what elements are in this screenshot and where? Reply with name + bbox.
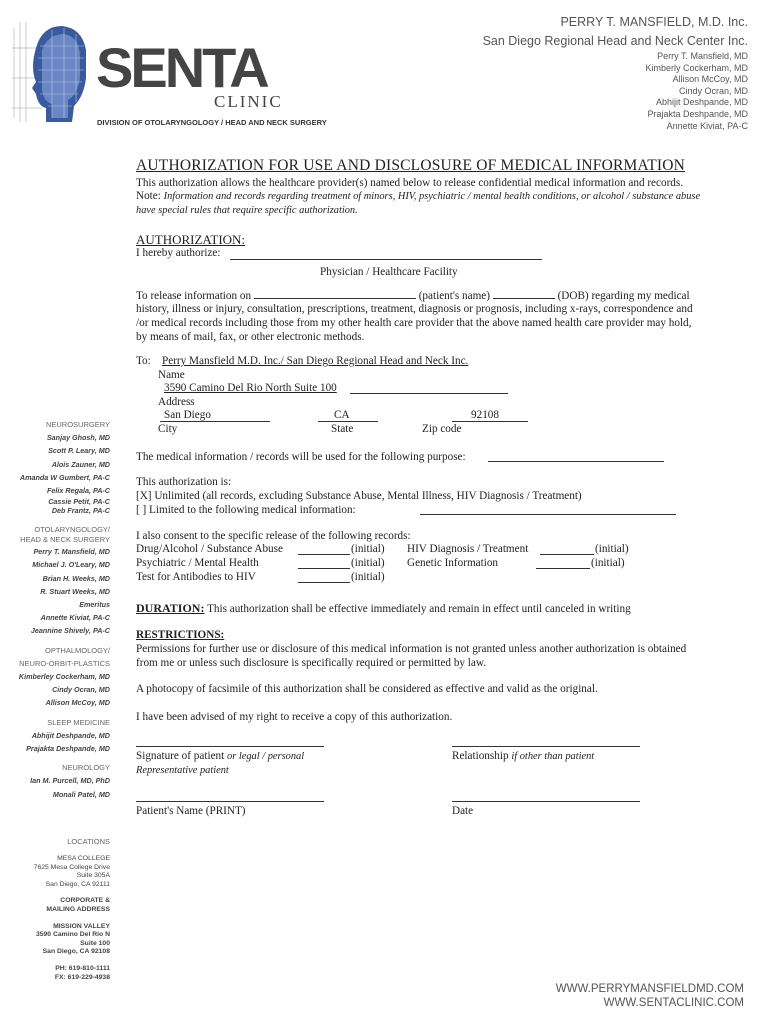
location-line: 3590 Camino Del Rio N [35,931,110,939]
provider-name: Kimberly Cockerham, MD [645,62,748,73]
zip-value[interactable]: 92108 [471,409,499,421]
location-line: San Diego, CA 92111 [45,880,110,888]
location-line: San Diego, CA 92108 [42,948,110,956]
staff-name: Annette Kiviat, PA-C [40,613,110,623]
fax-number: FX: 619-229-4938 [54,973,110,981]
duration-heading: DURATION: [136,601,205,615]
authorize-field[interactable] [230,259,542,260]
release-text: /or medical records including those from my other health care provider that the above named health care provider may hold, [136,317,692,329]
provider-name: Annette Kiviat, PA-C [666,120,748,131]
location-line: Suite 100 [80,939,110,947]
staff-name: Emeritus [79,600,110,610]
address-value[interactable]: 3590 Camino Del Rio North Suite 100 [164,382,337,394]
provider-name: Prajakta Deshpande, MD [647,108,748,119]
staff-name: Alois Zauner, MD [51,459,110,469]
provider-name: Cindy Ocran, MD [678,85,748,96]
record-hiv-label: HIV Diagnosis / Treatment [407,543,529,555]
staff-name: Kimberley Cockerham, MD [18,672,110,682]
recipient-name[interactable]: Perry Mansfield M.D. Inc./ San Diego Regional Head and Neck Inc. [162,355,469,367]
staff-name: Scott P. Leary, MD [48,446,110,456]
print-name-label: Patient's Name (PRINT) [136,805,246,817]
limited-info-field[interactable] [420,514,676,515]
dept-heading: SLEEP MEDICINE [47,717,110,727]
staff-name: Prajakta Deshpande, MD [26,744,110,754]
authorize-label: I hereby authorize: [136,247,221,259]
note-text: Information and records regarding treatment of minors, HIV, psychiatric / mental health conditions, or alcohol / substance abuse [163,191,701,202]
signature-label-cont: Representative patient [136,765,229,776]
staff-name: Sanjay Ghosh, MD [46,433,110,443]
provider-name: Abhijit Deshpande, MD [655,97,748,108]
signature-label: Signature of patient [136,750,225,762]
staff-name: Abhijit Deshpande, MD [31,730,110,740]
photocopy-text: A photocopy of facsimile of this authorization shall be considered as effective and valid as the original. [136,683,598,695]
initial-label: (initial) [351,557,385,569]
intro-text: This authorization allows the healthcare provider(s) named below to release confidential medical information and records. [136,177,684,189]
initial-field[interactable] [298,568,350,569]
record-psych-label: Psychiatric / Mental Health [136,557,259,569]
website-link[interactable]: WWW.PERRYMANSFIELDMD.COM [555,983,744,995]
dept-heading: NEURO-ORBIT-PLASTICS [19,658,110,668]
signature-field[interactable] [136,746,324,747]
dept-heading: HEAD & NECK SURGERY [20,535,110,545]
footer-links [556,982,744,1010]
patient-name-field[interactable] [254,289,416,299]
initial-label: (initial) [591,557,625,569]
date-field[interactable] [452,801,640,802]
authorization-type-label: This authorization is: [136,476,232,488]
staff-name: Brian H. Weeks, MD [42,573,110,583]
phone-number: PH: 619-810-1111 [55,964,110,972]
staff-name: Ian M. Purcell, MD, PhD [30,776,110,786]
state-value[interactable]: CA [334,409,350,421]
practice-header [483,13,748,132]
relationship-field[interactable] [452,746,640,747]
staff-name: Amanda W Gumbert, PA-C [19,472,110,482]
note-label: Note: [136,190,161,202]
release-text: by means of mail, fax, or other electronic methods. [136,331,365,343]
to-label: To: [136,355,151,367]
initial-field[interactable] [536,568,590,569]
division-label: DIVISION OF OTOLARYNGOLOGY / HEAD AND NECK SURGERY [97,118,327,127]
provider-name: Perry T. Mansfield, MD [657,51,748,61]
staff-name: Cassie Petit, PA-C [48,497,110,507]
staff-name: Allison McCoy, MD [45,698,110,708]
brand-subtitle: CLINIC [214,92,283,111]
location-line: Suite 305A [76,872,110,880]
initial-label: (initial) [351,571,385,583]
practice-name: PERRY T. MANSFIELD, M.D. Inc. [560,15,748,29]
brand-name: SENTA [96,36,267,99]
dept-heading: OPTHALMOLOGY/ [44,645,110,655]
city-value[interactable]: San Diego [164,409,211,421]
dept-heading: OTOLARYNGOLOGY/ [34,525,110,535]
date-label: Date [452,805,474,817]
relationship-label-italic: if other than patient [511,751,595,762]
consent-text: I also consent to the specific release of the following records: [136,530,411,542]
initial-label: (initial) [351,543,385,555]
zip-label: Zip code [422,423,462,435]
print-name-field[interactable] [136,801,324,802]
name-label: Name [158,369,185,381]
record-drug-label: Drug/Alcohol / Substance Abuse [136,543,283,555]
website-link[interactable]: WWW.SENTACLINIC.COM [603,997,744,1009]
restrictions-text: Permissions for further use or disclosure of this medical information is not granted unless another authorization is obtained [136,643,687,655]
staff-name: Cindy Ocran, MD [52,685,110,695]
staff-name: Michael J. O'Leary, MD [32,560,110,570]
duration-text: This authorization shall be effective immediately and remain in effect until canceled in writing [207,603,631,615]
locations-heading: LOCATIONS [67,837,110,846]
staff-name: Deb Frantz, PA-C [51,506,110,516]
logo-head-graphic [12,18,90,126]
purpose-field[interactable] [488,461,664,462]
note-text-cont: have special rules that require specific authorization. [136,205,358,216]
staff-name: Felix Regala, PA-C [47,486,110,496]
location-line: MISSION VALLEY [53,922,110,930]
purpose-label: The medical information / records will be used for the following purpose: [136,451,466,463]
authorization-heading: AUTHORIZATION: [136,232,246,247]
record-genetic-label: Genetic Information [407,557,499,569]
physician-label: Physician / Healthcare Facility [320,266,458,278]
location-line: MESA COLLEGE [57,855,110,862]
location-line: 7625 Mesa College Drive [33,863,110,871]
state-label: State [331,423,354,435]
locations-block [0,837,110,982]
location-line: CORPORATE & [60,897,110,905]
staff-name: R. Stuart Weeks, MD [40,586,110,596]
signature-label-italic: or legal / personal [227,751,305,762]
staff-name: Jeannine Shively, PA-C [30,626,110,636]
release-text: To release information on (patient's name) (DOB) regarding my medical [136,290,690,302]
staff-name: Perry T. Mansfield, MD [33,547,110,557]
form-title: AUTHORIZATION FOR USE AND DISCLOSURE OF MEDICAL INFORMATION [136,157,686,174]
option-unlimited[interactable]: [X] Unlimited (all records, excluding Substance Abuse, Mental Illness, HIV Diagnosis / Treatment) [136,490,582,502]
relationship-label: Relationship [452,750,509,762]
sidebar-directory [0,418,110,801]
initial-field[interactable] [540,554,594,555]
dept-heading: NEUROLOGY [62,763,110,773]
option-limited[interactable]: [ ] Limited to the following medical information: [136,504,356,516]
release-text: history, illness or injury, consultation, prescriptions, treatment, diagnosis or prognosis, including x-rays, correspondence and [136,303,693,315]
initial-label: (initial) [595,543,629,555]
staff-name: Monali Patel, MD [52,789,110,799]
dept-heading: NEUROSURGERY [45,420,110,429]
initial-field[interactable] [298,554,350,555]
record-test-label: Test for Antibodies to HIV [136,571,256,583]
center-name: San Diego Regional Head and Neck Center Inc. [482,34,748,48]
location-line: MAILING ADDRESS [46,905,110,913]
dob-field[interactable] [493,289,555,299]
city-label: City [158,423,178,435]
initial-field[interactable] [298,582,350,583]
provider-name: Allison McCoy, MD [672,74,748,85]
advised-text: I have been advised of my right to receive a copy of this authorization. [136,711,453,723]
restrictions-heading: RESTRICTIONS: [136,629,225,641]
address-label: Address [158,396,195,408]
restrictions-text: from me or unless such disclosure is specifically required or permitted by law. [136,657,487,669]
